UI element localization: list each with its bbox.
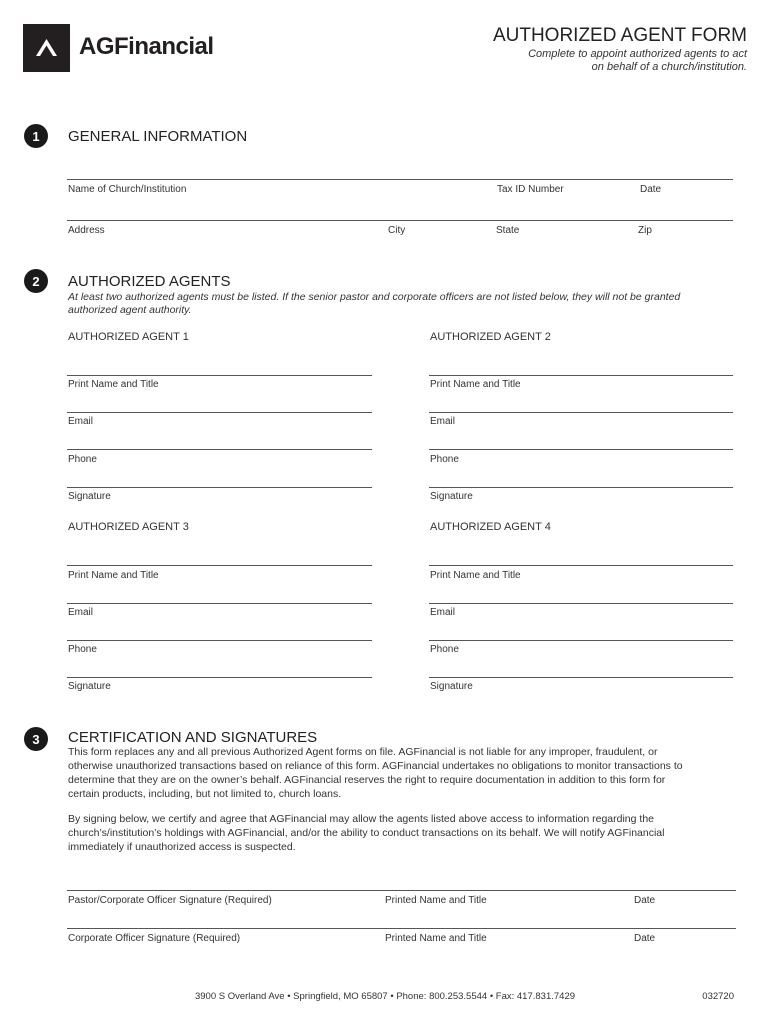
tax-id-label: Tax ID Number <box>497 184 564 195</box>
agent-4-signature-line[interactable] <box>429 677 733 678</box>
agent-2-phone-label: Phone <box>430 454 459 465</box>
agent-2-signature-line[interactable] <box>429 487 733 488</box>
officer-date-label: Date <box>634 933 656 944</box>
liability-paragraph: This form replaces any and all previous Authorized Agent forms on file. AGFinancial is not liable for any improper, fraudulent, or otherwise unauthorized transactions based on reliance of this form. AGFinancial undertakes no obligations to monitor transactions to determine that they are on the owner’s behalf. AGFinancial reserves the right to require documentation in addition to this form for certain products, including, but not limited to, church loans. <box>68 746 683 800</box>
agent-2-email-line[interactable] <box>429 412 733 413</box>
agent-4-phone-line[interactable] <box>429 640 733 641</box>
section-2-title: AUTHORIZED AGENTS <box>68 273 231 290</box>
agent-3-signature-line[interactable] <box>67 677 372 678</box>
agent-4-signature-label: Signature <box>430 681 473 692</box>
agent-1-heading: AUTHORIZED AGENT 1 <box>68 331 189 343</box>
agfinancial-logo-mark <box>23 24 70 72</box>
section-3-title: CERTIFICATION AND SIGNATURES <box>68 729 318 746</box>
officer-signature-line[interactable] <box>67 928 736 929</box>
church-name-label: Name of Church/Institution <box>68 184 187 195</box>
agent-4-phone-label: Phone <box>430 644 459 655</box>
agent-3-email-label: Email <box>68 607 94 618</box>
logo-arrow-icon <box>23 24 70 72</box>
pastor-signature-line[interactable] <box>67 890 736 891</box>
section-1-title: GENERAL INFORMATION <box>68 128 248 145</box>
agent-3-signature-label: Signature <box>68 681 111 692</box>
section-1-badge: 1 <box>24 124 48 148</box>
form-title: AUTHORIZED AGENT FORM <box>492 25 747 46</box>
section-2-badge: 2 <box>24 269 48 293</box>
agent-4-heading: AUTHORIZED AGENT 4 <box>430 521 551 533</box>
agents-note: At least two authorized agents must be listed. If the senior pastor and corporate officers are not listed below, they will not be granted authorized agent authority. <box>68 291 681 316</box>
brand-name: AGFinancial <box>79 33 214 60</box>
agent-1-signature-line[interactable] <box>67 487 372 488</box>
address-label: Address <box>68 225 105 236</box>
agent-1-name-line[interactable] <box>67 375 372 376</box>
agent-2-phone-line[interactable] <box>429 449 733 450</box>
agent-4-name-label: Print Name and Title <box>430 570 521 581</box>
section-3-badge: 3 <box>24 727 48 751</box>
church-info-line[interactable] <box>67 179 733 180</box>
agent-2-name-label: Print Name and Title <box>430 379 521 390</box>
zip-label: Zip <box>638 225 652 236</box>
agent-1-email-line[interactable] <box>67 412 372 413</box>
agent-2-heading: AUTHORIZED AGENT 2 <box>430 331 551 343</box>
pastor-signature-label: Pastor/Corporate Officer Signature (Required) <box>68 895 272 906</box>
agent-3-heading: AUTHORIZED AGENT 3 <box>68 521 189 533</box>
pastor-printed-name-label: Printed Name and Title <box>385 895 487 906</box>
agent-3-name-label: Print Name and Title <box>68 570 159 581</box>
agent-2-email-label: Email <box>430 416 456 427</box>
certification-paragraph: By signing below, we certify and agree that AGFinancial may allow the agents listed above access to information regarding the church’s/institution’s holdings with AGFinancial, and/or the ability to conduct transactions on its behalf. We will notify AGFinancial immediately if unauthorized access is suspected. <box>68 813 665 853</box>
agent-3-phone-line[interactable] <box>67 640 372 641</box>
city-label: City <box>388 225 406 236</box>
agent-1-phone-label: Phone <box>68 454 97 465</box>
agent-3-email-line[interactable] <box>67 603 372 604</box>
address-line[interactable] <box>67 220 733 221</box>
agent-3-phone-label: Phone <box>68 644 97 655</box>
agent-4-email-line[interactable] <box>429 603 733 604</box>
officer-signature-label: Corporate Officer Signature (Required) <box>68 933 241 944</box>
agent-1-signature-label: Signature <box>68 491 111 502</box>
pastor-date-label: Date <box>634 895 656 906</box>
agent-1-email-label: Email <box>68 416 94 427</box>
agent-2-name-line[interactable] <box>429 375 733 376</box>
agent-3-name-line[interactable] <box>67 565 372 566</box>
agent-1-name-label: Print Name and Title <box>68 379 159 390</box>
state-label: State <box>496 225 520 236</box>
agent-4-email-label: Email <box>430 607 456 618</box>
date-label: Date <box>640 184 662 195</box>
agent-4-name-line[interactable] <box>429 565 733 566</box>
agent-2-signature-label: Signature <box>430 491 473 502</box>
footer-address: 3900 S Overland Ave • Springfield, MO 65807 • Phone: 800.253.5544 • Fax: 417.831.7429 <box>194 991 576 1002</box>
agent-1-phone-line[interactable] <box>67 449 372 450</box>
form-subtitle: Complete to appoint authorized agents to act on behalf of a church/institution. <box>528 48 747 73</box>
form-code: 032720 <box>702 991 734 1002</box>
officer-printed-name-label: Printed Name and Title <box>385 933 487 944</box>
